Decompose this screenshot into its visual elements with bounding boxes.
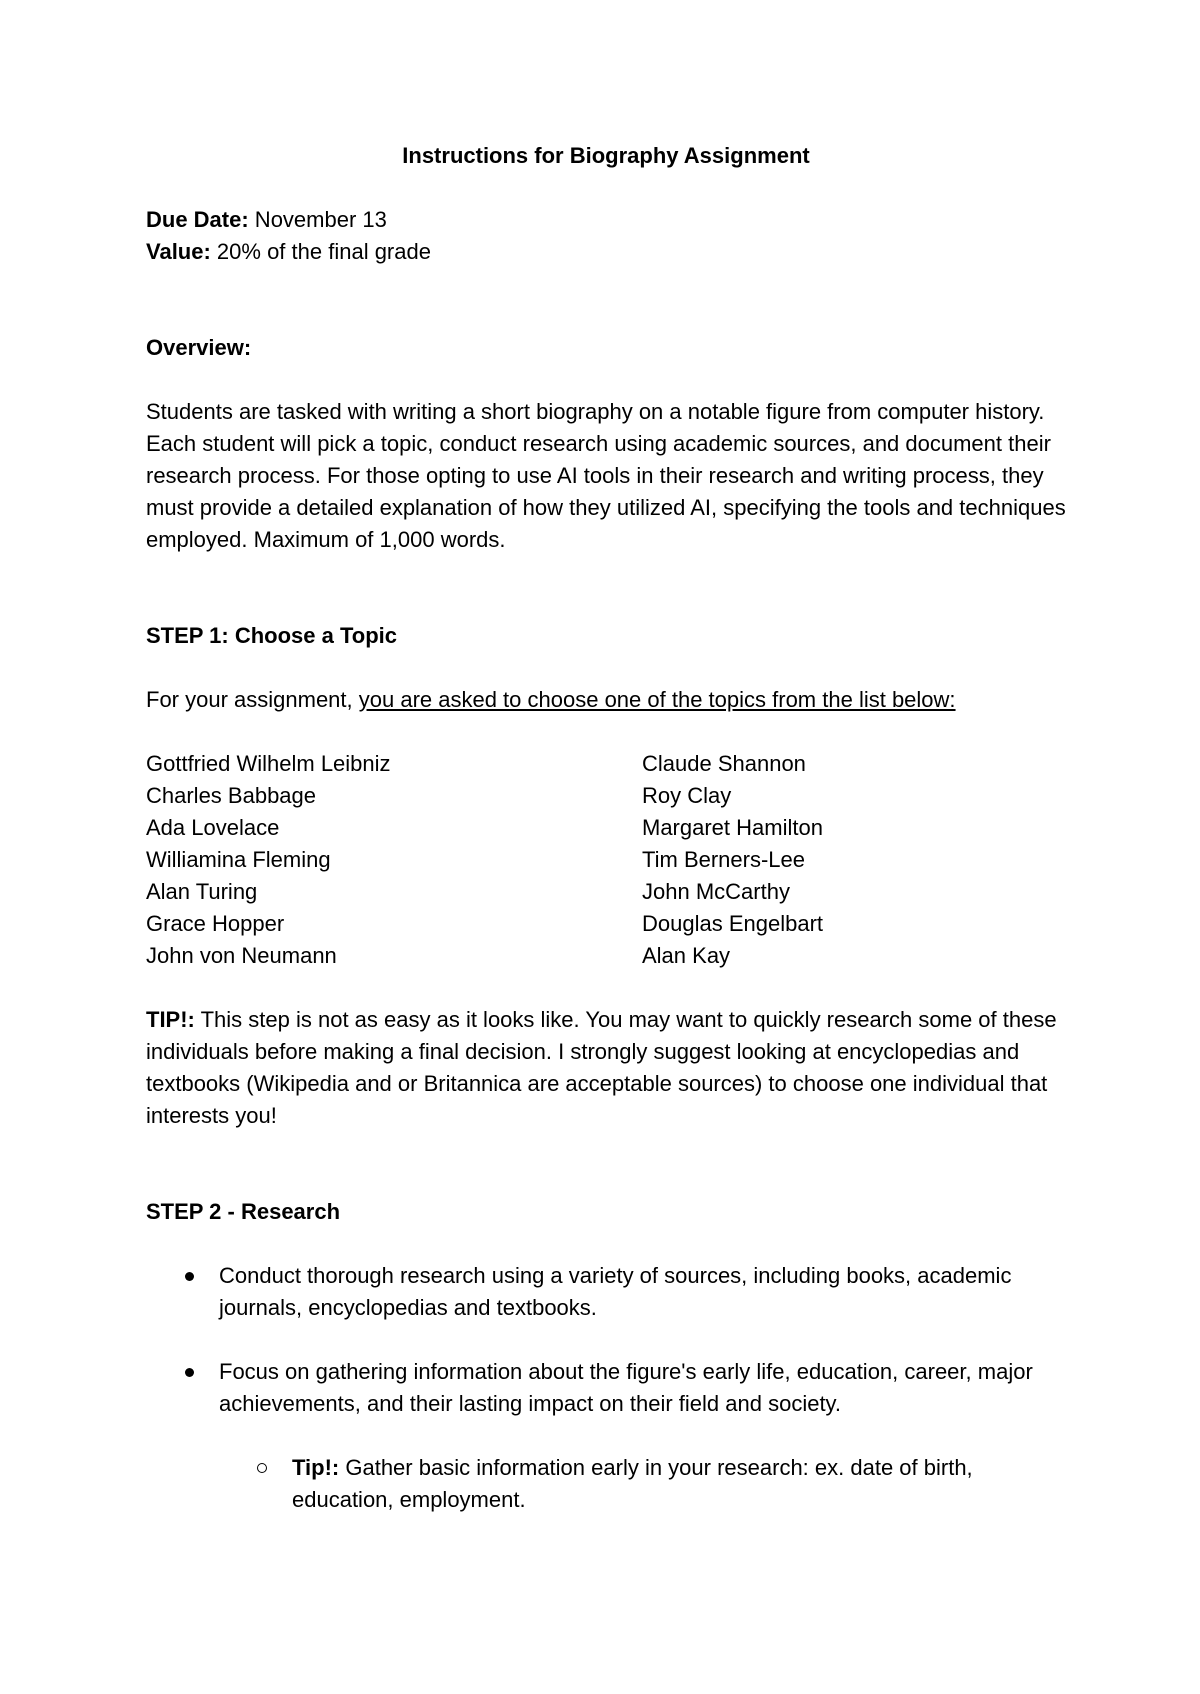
topic-item: Claude Shannon [642, 751, 806, 776]
bullet-icon [185, 1368, 194, 1377]
topic-item: Charles Babbage [146, 783, 317, 808]
overview-heading: Overview: [146, 335, 252, 360]
list-item-text: Conduct thorough research using a variety of sources, including books, academic journals, encyclopedias and textbooks. [219, 1263, 1012, 1320]
topic-column-left [146, 748, 642, 972]
topic-column-right [642, 748, 1066, 972]
step1-tip-body: This step is not as easy as it looks like. You may want to quickly research some of these individuals before making a final decision. I strongly suggest looking at encyclopedias and textbooks (Wikipedia and or Britannica are acceptable sources) to choose one individual that interests you! [146, 1007, 1057, 1128]
topic-item: Alan Turing [146, 879, 258, 904]
hollow-bullet-icon [257, 1463, 267, 1473]
topic-item: Margaret Hamilton [642, 815, 823, 840]
topic-item: John McCarthy [642, 879, 790, 904]
due-date-label: Due Date: [146, 207, 249, 232]
document-content [146, 140, 1066, 1516]
sub-tip-label: Tip!: [292, 1455, 340, 1480]
topic-item: Alan Kay [642, 943, 731, 968]
topic-item: Grace Hopper [146, 911, 285, 936]
document-title: Instructions for Biography Assignment [402, 143, 810, 168]
bullet-icon [185, 1272, 194, 1281]
sub-list-item [146, 1452, 1066, 1516]
step1-intro-plain: For your assignment, [146, 687, 359, 712]
topic-item: Tim Berners-Lee [642, 847, 806, 872]
step2-bullet-list [146, 1260, 1066, 1324]
value-label: Value [146, 239, 204, 264]
topic-list [146, 748, 1066, 972]
list-item [146, 1260, 1066, 1324]
list-item [146, 1356, 1066, 1420]
step2-bullet-list [146, 1356, 1066, 1420]
step1-intro-underlined: you are asked to choose one of the topics from the list below: [358, 687, 956, 712]
topic-item: Ada Lovelace [146, 815, 280, 840]
step1-tip-label: TIP!: [146, 1007, 195, 1032]
step1-intro [146, 684, 1066, 716]
overview-body: Students are tasked with writing a short biography on a notable figure from computer history. Each student will pick a topic, conduct research using academic sources, and document their research process. For those opting to use AI tools in their research and writing process, they must provide a detailed explanation of how they utilized AI, specifying the tools and techniques employed. Maximum of 1,000 words. [146, 399, 1066, 552]
value-text: 20% of the final grade [210, 239, 431, 264]
step2-heading: STEP 2 - Research [146, 1199, 341, 1224]
due-date-line [146, 204, 1066, 236]
due-date-value: November 13 [248, 207, 387, 232]
topic-item: Williamina Fleming [146, 847, 331, 872]
list-item-text: Focus on gathering information about the figure's early life, education, career, major achievements, and their lasting impact on their field and society. [219, 1359, 1033, 1416]
topic-item: Douglas Engelbart [642, 911, 824, 936]
step1-heading: STEP 1: Choose a Topic [146, 623, 398, 648]
topic-item: Roy Clay [642, 783, 732, 808]
value-colon: : [203, 239, 211, 264]
topic-item: Gottfried Wilhelm Leibniz [146, 751, 391, 776]
topic-item: John von Neumann [146, 943, 337, 968]
value-line [146, 236, 1066, 268]
step2-sub-list [146, 1452, 1066, 1516]
step1-tip [146, 1004, 1066, 1132]
sub-tip-body: Gather basic information early in your research: ex. date of birth, education, employment. [292, 1455, 973, 1512]
